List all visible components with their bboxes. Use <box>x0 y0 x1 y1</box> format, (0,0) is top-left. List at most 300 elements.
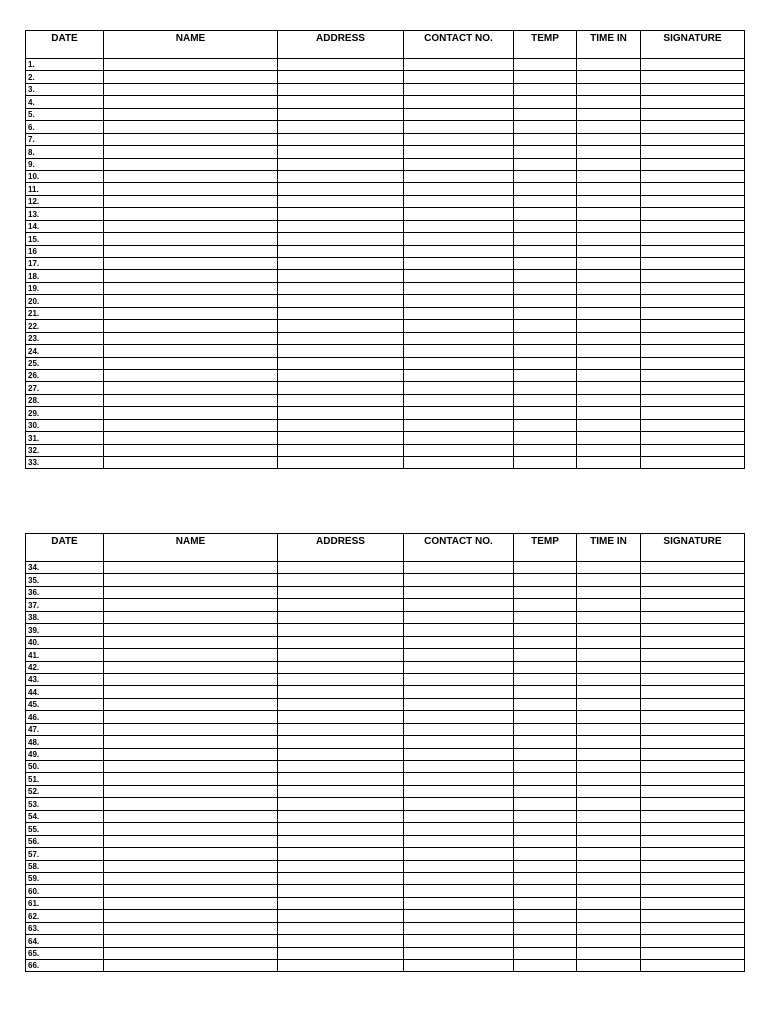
temp-cell[interactable] <box>514 711 577 723</box>
contact-no-cell[interactable] <box>404 295 514 307</box>
temp-cell[interactable] <box>514 761 577 773</box>
contact-no-cell[interactable] <box>404 183 514 195</box>
temp-cell[interactable] <box>514 158 577 170</box>
name-cell[interactable] <box>104 860 278 872</box>
time-in-cell[interactable] <box>577 748 641 760</box>
time-in-cell[interactable] <box>577 636 641 648</box>
address-cell[interactable] <box>278 108 404 120</box>
address-cell[interactable] <box>278 810 404 822</box>
contact-no-cell[interactable] <box>404 661 514 673</box>
address-cell[interactable] <box>278 233 404 245</box>
time-in-cell[interactable] <box>577 649 641 661</box>
temp-cell[interactable] <box>514 295 577 307</box>
time-in-cell[interactable] <box>577 823 641 835</box>
address-cell[interactable] <box>278 320 404 332</box>
name-cell[interactable] <box>104 761 278 773</box>
signature-cell[interactable] <box>641 71 745 83</box>
signature-cell[interactable] <box>641 586 745 598</box>
temp-cell[interactable] <box>514 673 577 685</box>
name-cell[interactable] <box>104 910 278 922</box>
contact-no-cell[interactable] <box>404 419 514 431</box>
name-cell[interactable] <box>104 270 278 282</box>
contact-no-cell[interactable] <box>404 761 514 773</box>
signature-cell[interactable] <box>641 611 745 623</box>
contact-no-cell[interactable] <box>404 810 514 822</box>
time-in-cell[interactable] <box>577 586 641 598</box>
name-cell[interactable] <box>104 121 278 133</box>
signature-cell[interactable] <box>641 574 745 586</box>
signature-cell[interactable] <box>641 947 745 959</box>
time-in-cell[interactable] <box>577 258 641 270</box>
temp-cell[interactable] <box>514 258 577 270</box>
contact-no-cell[interactable] <box>404 369 514 381</box>
address-cell[interactable] <box>278 935 404 947</box>
contact-no-cell[interactable] <box>404 457 514 469</box>
temp-cell[interactable] <box>514 407 577 419</box>
contact-no-cell[interactable] <box>404 736 514 748</box>
address-cell[interactable] <box>278 369 404 381</box>
temp-cell[interactable] <box>514 170 577 182</box>
temp-cell[interactable] <box>514 96 577 108</box>
temp-cell[interactable] <box>514 562 577 574</box>
signature-cell[interactable] <box>641 624 745 636</box>
temp-cell[interactable] <box>514 860 577 872</box>
time-in-cell[interactable] <box>577 419 641 431</box>
address-cell[interactable] <box>278 872 404 884</box>
contact-no-cell[interactable] <box>404 320 514 332</box>
temp-cell[interactable] <box>514 183 577 195</box>
contact-no-cell[interactable] <box>404 649 514 661</box>
name-cell[interactable] <box>104 773 278 785</box>
time-in-cell[interactable] <box>577 146 641 158</box>
signature-cell[interactable] <box>641 332 745 344</box>
temp-cell[interactable] <box>514 357 577 369</box>
name-cell[interactable] <box>104 711 278 723</box>
address-cell[interactable] <box>278 947 404 959</box>
signature-cell[interactable] <box>641 848 745 860</box>
contact-no-cell[interactable] <box>404 282 514 294</box>
contact-no-cell[interactable] <box>404 394 514 406</box>
name-cell[interactable] <box>104 320 278 332</box>
temp-cell[interactable] <box>514 108 577 120</box>
signature-cell[interactable] <box>641 872 745 884</box>
signature-cell[interactable] <box>641 661 745 673</box>
temp-cell[interactable] <box>514 369 577 381</box>
time-in-cell[interactable] <box>577 320 641 332</box>
contact-no-cell[interactable] <box>404 835 514 847</box>
name-cell[interactable] <box>104 835 278 847</box>
address-cell[interactable] <box>278 295 404 307</box>
address-cell[interactable] <box>278 673 404 685</box>
contact-no-cell[interactable] <box>404 586 514 598</box>
address-cell[interactable] <box>278 345 404 357</box>
temp-cell[interactable] <box>514 723 577 735</box>
contact-no-cell[interactable] <box>404 773 514 785</box>
time-in-cell[interactable] <box>577 686 641 698</box>
signature-cell[interactable] <box>641 270 745 282</box>
time-in-cell[interactable] <box>577 307 641 319</box>
temp-cell[interactable] <box>514 233 577 245</box>
time-in-cell[interactable] <box>577 233 641 245</box>
temp-cell[interactable] <box>514 835 577 847</box>
name-cell[interactable] <box>104 897 278 909</box>
time-in-cell[interactable] <box>577 432 641 444</box>
temp-cell[interactable] <box>514 133 577 145</box>
temp-cell[interactable] <box>514 307 577 319</box>
temp-cell[interactable] <box>514 71 577 83</box>
address-cell[interactable] <box>278 258 404 270</box>
address-cell[interactable] <box>278 649 404 661</box>
address-cell[interactable] <box>278 195 404 207</box>
name-cell[interactable] <box>104 624 278 636</box>
temp-cell[interactable] <box>514 586 577 598</box>
time-in-cell[interactable] <box>577 158 641 170</box>
temp-cell[interactable] <box>514 83 577 95</box>
name-cell[interactable] <box>104 611 278 623</box>
address-cell[interactable] <box>278 823 404 835</box>
time-in-cell[interactable] <box>577 108 641 120</box>
time-in-cell[interactable] <box>577 332 641 344</box>
contact-no-cell[interactable] <box>404 258 514 270</box>
contact-no-cell[interactable] <box>404 71 514 83</box>
name-cell[interactable] <box>104 457 278 469</box>
signature-cell[interactable] <box>641 195 745 207</box>
time-in-cell[interactable] <box>577 282 641 294</box>
time-in-cell[interactable] <box>577 345 641 357</box>
signature-cell[interactable] <box>641 208 745 220</box>
contact-no-cell[interactable] <box>404 382 514 394</box>
signature-cell[interactable] <box>641 382 745 394</box>
signature-cell[interactable] <box>641 810 745 822</box>
address-cell[interactable] <box>278 282 404 294</box>
time-in-cell[interactable] <box>577 885 641 897</box>
signature-cell[interactable] <box>641 649 745 661</box>
time-in-cell[interactable] <box>577 624 641 636</box>
address-cell[interactable] <box>278 270 404 282</box>
name-cell[interactable] <box>104 220 278 232</box>
time-in-cell[interactable] <box>577 407 641 419</box>
address-cell[interactable] <box>278 885 404 897</box>
address-cell[interactable] <box>278 158 404 170</box>
address-cell[interactable] <box>278 835 404 847</box>
time-in-cell[interactable] <box>577 860 641 872</box>
address-cell[interactable] <box>278 394 404 406</box>
temp-cell[interactable] <box>514 320 577 332</box>
contact-no-cell[interactable] <box>404 686 514 698</box>
temp-cell[interactable] <box>514 947 577 959</box>
time-in-cell[interactable] <box>577 208 641 220</box>
time-in-cell[interactable] <box>577 382 641 394</box>
contact-no-cell[interactable] <box>404 245 514 257</box>
name-cell[interactable] <box>104 848 278 860</box>
time-in-cell[interactable] <box>577 170 641 182</box>
temp-cell[interactable] <box>514 823 577 835</box>
time-in-cell[interactable] <box>577 848 641 860</box>
address-cell[interactable] <box>278 897 404 909</box>
time-in-cell[interactable] <box>577 736 641 748</box>
address-cell[interactable] <box>278 457 404 469</box>
contact-no-cell[interactable] <box>404 170 514 182</box>
time-in-cell[interactable] <box>577 195 641 207</box>
name-cell[interactable] <box>104 649 278 661</box>
signature-cell[interactable] <box>641 736 745 748</box>
name-cell[interactable] <box>104 885 278 897</box>
time-in-cell[interactable] <box>577 599 641 611</box>
address-cell[interactable] <box>278 332 404 344</box>
contact-no-cell[interactable] <box>404 133 514 145</box>
contact-no-cell[interactable] <box>404 960 514 972</box>
name-cell[interactable] <box>104 96 278 108</box>
contact-no-cell[interactable] <box>404 723 514 735</box>
signature-cell[interactable] <box>641 369 745 381</box>
temp-cell[interactable] <box>514 121 577 133</box>
time-in-cell[interactable] <box>577 295 641 307</box>
signature-cell[interactable] <box>641 823 745 835</box>
address-cell[interactable] <box>278 419 404 431</box>
temp-cell[interactable] <box>514 382 577 394</box>
address-cell[interactable] <box>278 245 404 257</box>
signature-cell[interactable] <box>641 761 745 773</box>
signature-cell[interactable] <box>641 711 745 723</box>
time-in-cell[interactable] <box>577 611 641 623</box>
address-cell[interactable] <box>278 146 404 158</box>
temp-cell[interactable] <box>514 245 577 257</box>
time-in-cell[interactable] <box>577 357 641 369</box>
address-cell[interactable] <box>278 785 404 797</box>
name-cell[interactable] <box>104 245 278 257</box>
time-in-cell[interactable] <box>577 369 641 381</box>
signature-cell[interactable] <box>641 686 745 698</box>
temp-cell[interactable] <box>514 195 577 207</box>
address-cell[interactable] <box>278 910 404 922</box>
name-cell[interactable] <box>104 83 278 95</box>
signature-cell[interactable] <box>641 935 745 947</box>
signature-cell[interactable] <box>641 419 745 431</box>
name-cell[interactable] <box>104 785 278 797</box>
name-cell[interactable] <box>104 382 278 394</box>
contact-no-cell[interactable] <box>404 332 514 344</box>
name-cell[interactable] <box>104 935 278 947</box>
name-cell[interactable] <box>104 810 278 822</box>
signature-cell[interactable] <box>641 96 745 108</box>
contact-no-cell[interactable] <box>404 345 514 357</box>
name-cell[interactable] <box>104 369 278 381</box>
time-in-cell[interactable] <box>577 71 641 83</box>
temp-cell[interactable] <box>514 394 577 406</box>
temp-cell[interactable] <box>514 649 577 661</box>
contact-no-cell[interactable] <box>404 860 514 872</box>
contact-no-cell[interactable] <box>404 220 514 232</box>
name-cell[interactable] <box>104 295 278 307</box>
signature-cell[interactable] <box>641 910 745 922</box>
signature-cell[interactable] <box>641 885 745 897</box>
signature-cell[interactable] <box>641 83 745 95</box>
contact-no-cell[interactable] <box>404 158 514 170</box>
contact-no-cell[interactable] <box>404 922 514 934</box>
name-cell[interactable] <box>104 183 278 195</box>
temp-cell[interactable] <box>514 332 577 344</box>
temp-cell[interactable] <box>514 748 577 760</box>
contact-no-cell[interactable] <box>404 146 514 158</box>
address-cell[interactable] <box>278 407 404 419</box>
temp-cell[interactable] <box>514 785 577 797</box>
name-cell[interactable] <box>104 586 278 598</box>
temp-cell[interactable] <box>514 910 577 922</box>
contact-no-cell[interactable] <box>404 432 514 444</box>
signature-cell[interactable] <box>641 773 745 785</box>
name-cell[interactable] <box>104 282 278 294</box>
time-in-cell[interactable] <box>577 83 641 95</box>
signature-cell[interactable] <box>641 798 745 810</box>
time-in-cell[interactable] <box>577 711 641 723</box>
signature-cell[interactable] <box>641 835 745 847</box>
name-cell[interactable] <box>104 419 278 431</box>
address-cell[interactable] <box>278 208 404 220</box>
temp-cell[interactable] <box>514 872 577 884</box>
address-cell[interactable] <box>278 848 404 860</box>
signature-cell[interactable] <box>641 59 745 71</box>
contact-no-cell[interactable] <box>404 698 514 710</box>
contact-no-cell[interactable] <box>404 83 514 95</box>
signature-cell[interactable] <box>641 345 745 357</box>
time-in-cell[interactable] <box>577 773 641 785</box>
contact-no-cell[interactable] <box>404 307 514 319</box>
address-cell[interactable] <box>278 432 404 444</box>
name-cell[interactable] <box>104 686 278 698</box>
address-cell[interactable] <box>278 611 404 623</box>
signature-cell[interactable] <box>641 562 745 574</box>
address-cell[interactable] <box>278 748 404 760</box>
time-in-cell[interactable] <box>577 810 641 822</box>
signature-cell[interactable] <box>641 108 745 120</box>
name-cell[interactable] <box>104 233 278 245</box>
name-cell[interactable] <box>104 736 278 748</box>
temp-cell[interactable] <box>514 574 577 586</box>
name-cell[interactable] <box>104 170 278 182</box>
contact-no-cell[interactable] <box>404 798 514 810</box>
name-cell[interactable] <box>104 146 278 158</box>
address-cell[interactable] <box>278 121 404 133</box>
time-in-cell[interactable] <box>577 922 641 934</box>
address-cell[interactable] <box>278 736 404 748</box>
time-in-cell[interactable] <box>577 835 641 847</box>
contact-no-cell[interactable] <box>404 407 514 419</box>
signature-cell[interactable] <box>641 636 745 648</box>
time-in-cell[interactable] <box>577 183 641 195</box>
name-cell[interactable] <box>104 823 278 835</box>
signature-cell[interactable] <box>641 407 745 419</box>
temp-cell[interactable] <box>514 798 577 810</box>
contact-no-cell[interactable] <box>404 748 514 760</box>
signature-cell[interactable] <box>641 432 745 444</box>
temp-cell[interactable] <box>514 146 577 158</box>
name-cell[interactable] <box>104 562 278 574</box>
contact-no-cell[interactable] <box>404 823 514 835</box>
name-cell[interactable] <box>104 960 278 972</box>
address-cell[interactable] <box>278 183 404 195</box>
name-cell[interactable] <box>104 357 278 369</box>
signature-cell[interactable] <box>641 698 745 710</box>
time-in-cell[interactable] <box>577 444 641 456</box>
signature-cell[interactable] <box>641 673 745 685</box>
signature-cell[interactable] <box>641 158 745 170</box>
time-in-cell[interactable] <box>577 133 641 145</box>
signature-cell[interactable] <box>641 723 745 735</box>
address-cell[interactable] <box>278 574 404 586</box>
address-cell[interactable] <box>278 773 404 785</box>
temp-cell[interactable] <box>514 624 577 636</box>
temp-cell[interactable] <box>514 208 577 220</box>
temp-cell[interactable] <box>514 457 577 469</box>
name-cell[interactable] <box>104 208 278 220</box>
contact-no-cell[interactable] <box>404 574 514 586</box>
contact-no-cell[interactable] <box>404 270 514 282</box>
name-cell[interactable] <box>104 345 278 357</box>
temp-cell[interactable] <box>514 885 577 897</box>
address-cell[interactable] <box>278 83 404 95</box>
name-cell[interactable] <box>104 636 278 648</box>
signature-cell[interactable] <box>641 121 745 133</box>
time-in-cell[interactable] <box>577 574 641 586</box>
address-cell[interactable] <box>278 382 404 394</box>
contact-no-cell[interactable] <box>404 233 514 245</box>
contact-no-cell[interactable] <box>404 673 514 685</box>
address-cell[interactable] <box>278 860 404 872</box>
signature-cell[interactable] <box>641 146 745 158</box>
signature-cell[interactable] <box>641 183 745 195</box>
temp-cell[interactable] <box>514 922 577 934</box>
signature-cell[interactable] <box>641 133 745 145</box>
signature-cell[interactable] <box>641 282 745 294</box>
temp-cell[interactable] <box>514 270 577 282</box>
time-in-cell[interactable] <box>577 457 641 469</box>
temp-cell[interactable] <box>514 432 577 444</box>
contact-no-cell[interactable] <box>404 357 514 369</box>
temp-cell[interactable] <box>514 636 577 648</box>
contact-no-cell[interactable] <box>404 848 514 860</box>
name-cell[interactable] <box>104 922 278 934</box>
address-cell[interactable] <box>278 711 404 723</box>
address-cell[interactable] <box>278 71 404 83</box>
name-cell[interactable] <box>104 872 278 884</box>
signature-cell[interactable] <box>641 457 745 469</box>
signature-cell[interactable] <box>641 960 745 972</box>
signature-cell[interactable] <box>641 897 745 909</box>
address-cell[interactable] <box>278 357 404 369</box>
time-in-cell[interactable] <box>577 562 641 574</box>
name-cell[interactable] <box>104 195 278 207</box>
address-cell[interactable] <box>278 586 404 598</box>
time-in-cell[interactable] <box>577 761 641 773</box>
address-cell[interactable] <box>278 798 404 810</box>
time-in-cell[interactable] <box>577 872 641 884</box>
temp-cell[interactable] <box>514 345 577 357</box>
contact-no-cell[interactable] <box>404 785 514 797</box>
time-in-cell[interactable] <box>577 935 641 947</box>
address-cell[interactable] <box>278 59 404 71</box>
time-in-cell[interactable] <box>577 723 641 735</box>
temp-cell[interactable] <box>514 419 577 431</box>
name-cell[interactable] <box>104 158 278 170</box>
signature-cell[interactable] <box>641 320 745 332</box>
name-cell[interactable] <box>104 59 278 71</box>
contact-no-cell[interactable] <box>404 96 514 108</box>
temp-cell[interactable] <box>514 935 577 947</box>
temp-cell[interactable] <box>514 444 577 456</box>
signature-cell[interactable] <box>641 258 745 270</box>
contact-no-cell[interactable] <box>404 872 514 884</box>
temp-cell[interactable] <box>514 611 577 623</box>
